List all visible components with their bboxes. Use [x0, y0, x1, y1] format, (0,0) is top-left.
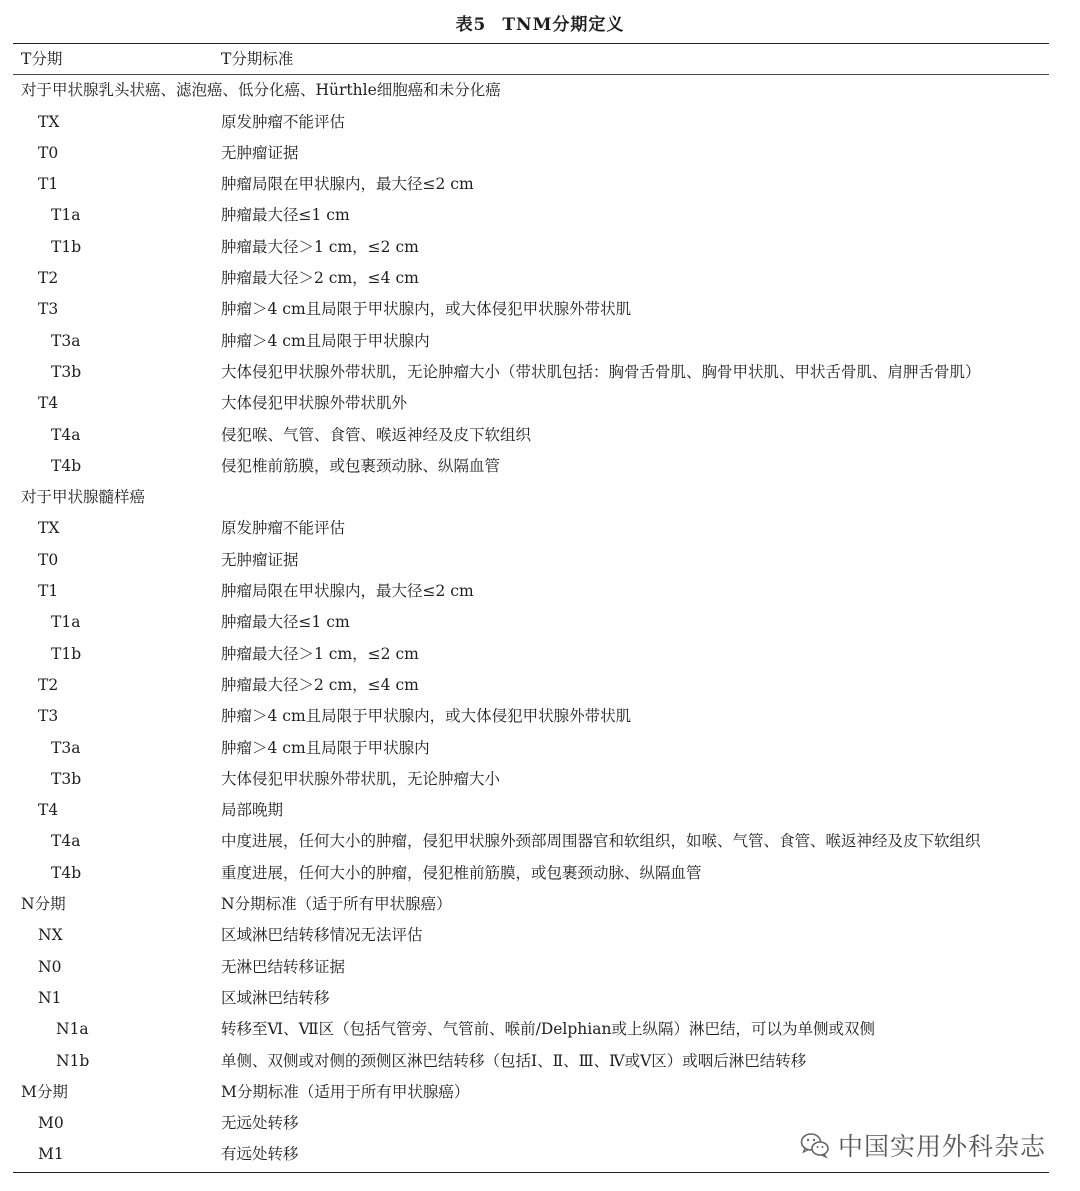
stage-cell: T4a [51, 425, 81, 444]
stage-cell: T4a [51, 832, 81, 851]
table-row [0, 388, 1080, 419]
table-row [0, 107, 1080, 138]
tnm-table [0, 44, 1080, 1171]
watermark-text: 中国实用外科杂志 [837, 1132, 1046, 1161]
table-section-row [0, 482, 1080, 513]
criterion-cell: 肿瘤＞4 cm且局限于甲状腺内 [221, 738, 430, 757]
criterion-cell: 侵犯椎前筋膜，或包裹颈动脉、纵隔血管 [221, 456, 501, 475]
stage-cell: T4b [51, 863, 82, 882]
watermark [800, 1128, 1046, 1162]
stage-cell: T3a [51, 738, 81, 757]
stage-cell: M1 [38, 1145, 64, 1164]
criterion-cell: 区域淋巴结转移 [221, 988, 330, 1007]
header-criterion: T分期标准 [221, 50, 294, 68]
criterion-cell: 重度进展，任何大小的肿瘤，侵犯椎前筋膜，或包裹颈动脉、纵隔血管 [221, 863, 702, 882]
stage-cell: T1a [51, 206, 81, 225]
stage-cell: T1b [51, 644, 82, 663]
stage-cell: TX [38, 519, 60, 538]
table-row [0, 952, 1080, 983]
table-row [0, 607, 1080, 638]
criterion-cell: 中度进展，任何大小的肿瘤，侵犯甲状腺外颈部周围器官和软组织，如喉、气管、食管、喉返神经及皮下软组织 [221, 832, 981, 851]
table-header-row [0, 44, 1080, 75]
criterion-cell: 局部晚期 [221, 801, 284, 820]
table-row [0, 263, 1080, 294]
criterion-cell: 肿瘤最大径＞2 cm，≤4 cm [221, 269, 419, 288]
table-row [0, 764, 1080, 795]
stage-cell: NX [38, 926, 63, 945]
stage-cell: M0 [38, 1114, 64, 1133]
criterion-cell: 原发肿瘤不能评估 [221, 112, 346, 131]
table-row [0, 889, 1080, 920]
table-row [0, 733, 1080, 764]
criterion-cell: 有远处转移 [221, 1145, 299, 1164]
table-row [0, 138, 1080, 169]
table-row [0, 795, 1080, 826]
criterion-cell: 肿瘤最大径＞1 cm，≤2 cm [221, 644, 419, 663]
table-number: 表5 [455, 15, 487, 35]
stage-cell: T3b [51, 362, 82, 381]
stage-cell: N1a [56, 1020, 89, 1039]
stage-cell: T2 [38, 675, 59, 694]
criterion-cell: 无肿瘤证据 [221, 550, 299, 569]
section-heading: 对于甲状腺髓样癌 [21, 488, 146, 507]
criterion-cell: 肿瘤局限在甲状腺内，最大径≤2 cm [221, 175, 474, 194]
table-row [0, 200, 1080, 231]
criterion-cell: 无远处转移 [221, 1114, 299, 1133]
stage-cell: T4 [38, 394, 59, 413]
table-row [0, 513, 1080, 544]
criterion-cell: 大体侵犯甲状腺外带状肌外 [221, 394, 408, 413]
criterion-cell: 无肿瘤证据 [221, 143, 299, 162]
table-row [0, 169, 1080, 200]
criterion-cell: 肿瘤＞4 cm且局限于甲状腺内，或大体侵犯甲状腺外带状肌 [221, 707, 632, 726]
table-row [0, 670, 1080, 701]
table-header-rule [13, 74, 1049, 75]
table-row [0, 983, 1080, 1014]
stage-cell: T3b [51, 769, 82, 788]
stage-cell: T3 [38, 300, 59, 319]
criterion-cell: 肿瘤最大径＞2 cm，≤4 cm [221, 675, 419, 694]
table-row [0, 701, 1080, 732]
criterion-cell: 肿瘤＞4 cm且局限于甲状腺内 [221, 331, 430, 350]
criterion-cell: 肿瘤最大径≤1 cm [221, 206, 350, 225]
stage-cell: T3a [51, 331, 81, 350]
stage-cell: N1b [56, 1051, 90, 1070]
table-row [0, 232, 1080, 263]
stage-cell: T2 [38, 269, 59, 288]
table-row [0, 576, 1080, 607]
stage-cell: N分期 [21, 895, 66, 914]
stage-cell: T1 [38, 175, 59, 194]
table-row [0, 357, 1080, 388]
table-row [0, 858, 1080, 889]
table-row [0, 420, 1080, 451]
criterion-cell: 肿瘤＞4 cm且局限于甲状腺内，或大体侵犯甲状腺外带状肌 [221, 300, 632, 319]
stage-cell: T0 [38, 143, 59, 162]
criterion-cell: 大体侵犯甲状腺外带状肌，无论肿瘤大小（带状肌包括：胸骨舌骨肌、胸骨甲状肌、甲状舌骨肌、肩胛舌骨肌） [221, 362, 981, 381]
stage-cell: T1a [51, 613, 81, 632]
stage-cell: T1b [51, 237, 82, 256]
stage-cell: N1 [38, 988, 62, 1007]
stage-cell: T3 [38, 707, 59, 726]
table-row [0, 326, 1080, 357]
criterion-cell: N分期标准（适于所有甲状腺癌） [221, 895, 452, 914]
criterion-cell: 侵犯喉、气管、食管、喉返神经及皮下软组织 [221, 425, 532, 444]
criterion-cell: 无淋巴结转移证据 [221, 957, 346, 976]
criterion-cell: 肿瘤局限在甲状腺内，最大径≤2 cm [221, 582, 474, 601]
table-row [0, 1046, 1080, 1077]
table-row [0, 1014, 1080, 1045]
table-row [0, 1077, 1080, 1108]
table-row [0, 294, 1080, 325]
stage-cell: N0 [38, 957, 62, 976]
criterion-cell: 肿瘤最大径＞1 cm，≤2 cm [221, 237, 419, 256]
section-heading: 对于甲状腺乳头状癌、滤泡癌、低分化癌、Hürthle细胞癌和未分化癌 [21, 81, 501, 100]
stage-cell: T1 [38, 582, 59, 601]
stage-cell: T4b [51, 456, 82, 475]
stage-cell: M分期 [21, 1082, 68, 1101]
header-stage: T分期 [21, 50, 63, 68]
criterion-cell: 原发肿瘤不能评估 [221, 519, 346, 538]
stage-cell: T4 [38, 801, 59, 820]
stage-cell: TX [38, 112, 60, 131]
criterion-cell: 肿瘤最大径≤1 cm [221, 613, 350, 632]
table-row [0, 920, 1080, 951]
table-row [0, 451, 1080, 482]
table-caption [0, 10, 1080, 35]
table-title: TNM分期定义 [502, 15, 625, 35]
wechat-icon [800, 1131, 830, 1159]
criterion-cell: 转移至Ⅵ、Ⅶ区（包括气管旁、气管前、喉前/Delphian或上纵隔）淋巴结，可以为单侧或双侧 [221, 1020, 875, 1039]
criterion-cell: 大体侵犯甲状腺外带状肌，无论肿瘤大小 [221, 769, 501, 788]
stage-cell: T0 [38, 550, 59, 569]
criterion-cell: 区域淋巴结转移情况无法评估 [221, 926, 423, 945]
table-section-row [0, 75, 1080, 106]
table-row [0, 826, 1080, 857]
criterion-cell: 单侧、双侧或对侧的颈侧区淋巴结转移（包括Ⅰ、Ⅱ、Ⅲ、Ⅳ或Ⅴ区）或咽后淋巴结转移 [221, 1051, 807, 1070]
criterion-cell: M分期标准（适用于所有甲状腺癌） [221, 1082, 470, 1101]
table-row [0, 545, 1080, 576]
table-row [0, 639, 1080, 670]
table-bottom-rule [13, 1172, 1049, 1173]
